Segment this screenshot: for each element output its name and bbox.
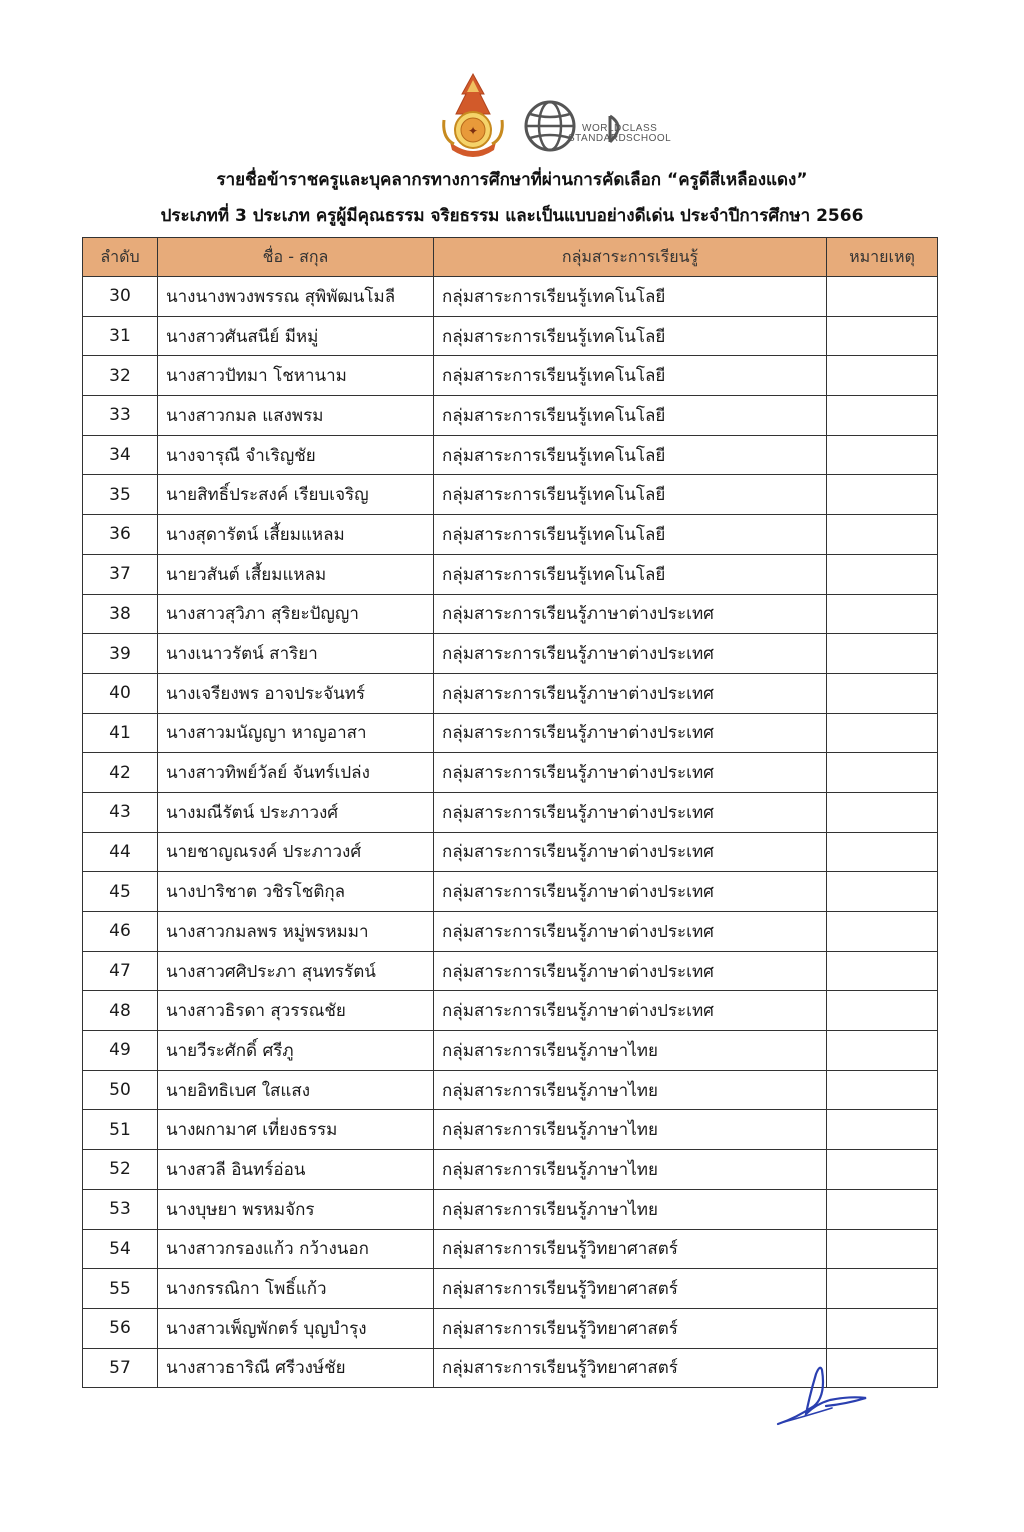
row-note [827,792,938,832]
row-note [827,594,938,634]
row-note [827,832,938,872]
table-row [83,634,938,674]
row-name: นางบุษยา พรหมจักร [158,1189,434,1229]
table-row [83,991,938,1031]
row-order: 43 [83,792,158,832]
row-department: กลุ่มสาระการเรียนรู้ภาษาต่างประเทศ [434,951,827,991]
row-order: 55 [83,1269,158,1309]
row-name: นางสุดารัตน์ เสี้ยมแหลม [158,515,434,555]
table-row [83,316,938,356]
row-name: นางผกามาศ เที่ยงธรรม [158,1110,434,1150]
world-class-logo-text: WORLD CLASS STANDARD SCHOOL [568,123,672,144]
row-department: กลุ่มสาระการเรียนรู้วิทยาศาสตร์ [434,1348,827,1388]
row-name: นางมณีรัตน์ ประภาวงศ์ [158,792,434,832]
row-department: กลุ่มสาระการเรียนรู้วิทยาศาสตร์ [434,1308,827,1348]
row-order: 40 [83,673,158,713]
row-order: 57 [83,1348,158,1388]
row-department: กลุ่มสาระการเรียนรู้ภาษาต่างประเทศ [434,912,827,952]
table-row [83,396,938,436]
row-name: นางสาวปัทมา โชหานาม [158,356,434,396]
row-department: กลุ่มสาระการเรียนรู้เทคโนโลยี [434,396,827,436]
row-note [827,356,938,396]
row-order: 33 [83,396,158,436]
row-order: 49 [83,1031,158,1071]
handwritten-signature [776,1360,876,1430]
table-row [83,515,938,555]
row-name: นางสาวทิพย์วัลย์ จันทร์เปล่ง [158,753,434,793]
table-header-row [83,238,938,277]
row-name: นางสาวเพ็ญพักตร์ บุญบำรุง [158,1308,434,1348]
row-note [827,912,938,952]
row-name: นายอิทธิเบศ ใสแสง [158,1070,434,1110]
row-order: 51 [83,1110,158,1150]
row-note [827,1269,938,1309]
table-row [83,753,938,793]
row-note [827,991,938,1031]
row-order: 30 [83,277,158,317]
row-name: นางนางพวงพรรณ สุพิพัฒนโมลี [158,277,434,317]
row-department: กลุ่มสาระการเรียนรู้เทคโนโลยี [434,435,827,475]
table-row [83,1269,938,1309]
row-order: 38 [83,594,158,634]
row-order: 56 [83,1308,158,1348]
table-row [83,356,938,396]
table-row [83,912,938,952]
row-order: 54 [83,1229,158,1269]
table-row [83,951,938,991]
table-row [83,792,938,832]
row-department: กลุ่มสาระการเรียนรู้ภาษาต่างประเทศ [434,673,827,713]
row-note [827,1070,938,1110]
row-note [827,1110,938,1150]
row-department: กลุ่มสาระการเรียนรู้ภาษาไทย [434,1189,827,1229]
school-seal-logo [438,72,508,162]
row-department: กลุ่มสาระการเรียนรู้ภาษาต่างประเทศ [434,832,827,872]
row-department: กลุ่มสาระการเรียนรู้วิทยาศาสตร์ [434,1229,827,1269]
row-note [827,1150,938,1190]
row-department: กลุ่มสาระการเรียนรู้ภาษาต่างประเทศ [434,991,827,1031]
row-department: กลุ่มสาระการเรียนรู้ภาษาไทย [434,1031,827,1071]
row-order: 35 [83,475,158,515]
row-order: 50 [83,1070,158,1110]
row-order: 34 [83,435,158,475]
table-row [83,872,938,912]
row-note [827,435,938,475]
row-department: กลุ่มสาระการเรียนรู้ภาษาต่างประเทศ [434,792,827,832]
row-note [827,1189,938,1229]
row-order: 53 [83,1189,158,1229]
row-note [827,396,938,436]
row-name: นางสาวกมล แสงพรม [158,396,434,436]
row-note [827,713,938,753]
row-order: 31 [83,316,158,356]
row-department: กลุ่มสาระการเรียนรู้เทคโนโลยี [434,316,827,356]
row-name: นายสิทธิ์ประสงค์ เรียบเจริญ [158,475,434,515]
column-header-note: หมายเหตุ [827,238,938,277]
row-note [827,515,938,555]
row-note [827,277,938,317]
row-department: กลุ่มสาระการเรียนรู้เทคโนโลยี [434,356,827,396]
row-order: 41 [83,713,158,753]
row-order: 42 [83,753,158,793]
row-name: นางจารุณี จำเริญชัย [158,435,434,475]
row-department: กลุ่มสาระการเรียนรู้ภาษาต่างประเทศ [434,872,827,912]
row-note [827,951,938,991]
row-department: กลุ่มสาระการเรียนรู้เทคโนโลยี [434,277,827,317]
row-name: นายวีระศักดิ์ ศรีภู [158,1031,434,1071]
column-header-name: ชื่อ - สกุล [158,238,434,277]
column-header-order: ลำดับ [83,238,158,277]
row-order: 45 [83,872,158,912]
row-department: กลุ่มสาระการเรียนรู้ภาษาต่างประเทศ [434,634,827,674]
row-order: 39 [83,634,158,674]
row-department: กลุ่มสาระการเรียนรู้ภาษาไทย [434,1110,827,1150]
table-row [83,1308,938,1348]
row-order: 48 [83,991,158,1031]
row-order: 52 [83,1150,158,1190]
row-note [827,316,938,356]
table-row [83,594,938,634]
table-row [83,1229,938,1269]
table-row [83,1189,938,1229]
row-name: นายชาญณรงค์ ประภาวงศ์ [158,832,434,872]
row-department: กลุ่มสาระการเรียนรู้เทคโนโลยี [434,515,827,555]
row-name: นายวสันต์ เสี้ยมแหลม [158,554,434,594]
table-row [83,673,938,713]
row-department: กลุ่มสาระการเรียนรู้ภาษาไทย [434,1070,827,1110]
row-order: 44 [83,832,158,872]
row-name: นางสาวธิรดา สุวรรณชัย [158,991,434,1031]
row-department: กลุ่มสาระการเรียนรู้วิทยาศาสตร์ [434,1269,827,1309]
row-department: กลุ่มสาระการเรียนรู้ภาษาไทย [434,1150,827,1190]
table-row [83,1070,938,1110]
row-order: 36 [83,515,158,555]
row-note [827,753,938,793]
row-order: 32 [83,356,158,396]
row-name: นางสาวศันสนีย์ มีหมู่ [158,316,434,356]
row-note [827,554,938,594]
row-order: 47 [83,951,158,991]
svg-text:✦: ✦ [467,124,479,138]
row-note [827,673,938,713]
row-name: นางสาวสุวิภา สุริยะปัญญา [158,594,434,634]
table-row [83,435,938,475]
row-name: นางสาวกมลพร หมู่พรหมมา [158,912,434,952]
row-department: กลุ่มสาระการเรียนรู้ภาษาต่างประเทศ [434,594,827,634]
column-header-department: กลุ่มสาระการเรียนรู้ [434,238,827,277]
table-row [83,713,938,753]
table-row [83,1031,938,1071]
row-department: กลุ่มสาระการเรียนรู้ภาษาต่างประเทศ [434,713,827,753]
row-department: กลุ่มสาระการเรียนรู้ภาษาต่างประเทศ [434,753,827,793]
row-name: นางกรรณิกา โพธิ์แก้ว [158,1269,434,1309]
row-order: 37 [83,554,158,594]
teacher-list-table [82,237,938,1388]
row-name: นางเจรียงพร อาจประจันทร์ [158,673,434,713]
row-note [827,872,938,912]
row-name: นางสาวกรองแก้ว กว้างนอก [158,1229,434,1269]
table-row [83,277,938,317]
row-note [827,1031,938,1071]
row-order: 46 [83,912,158,952]
logo-area [0,72,1024,164]
table-row [83,554,938,594]
row-name: นางสาวธาริณี ศรีวงษ์ชัย [158,1348,434,1388]
row-note [827,634,938,674]
row-name: นางปาริชาต วชิรโชติกุล [158,872,434,912]
row-name: นางสวลี อินทร์อ่อน [158,1150,434,1190]
page-title: รายชื่อข้าราชครูและบุคลากรทางการศึกษาที่ผ่านการคัดเลือก “ครูดีสีเหลืองแดง” [216,170,808,190]
row-note [827,475,938,515]
row-name: นางสาวมนัญญา หาญอาสา [158,713,434,753]
table-row [83,1150,938,1190]
row-note [827,1308,938,1348]
row-department: กลุ่มสาระการเรียนรู้เทคโนโลยี [434,554,827,594]
row-name: นางเนาวรัตน์ สาริยา [158,634,434,674]
table-row [83,832,938,872]
table-row [83,1110,938,1150]
row-name: นางสาวศศิประภา สุนทรรัตน์ [158,951,434,991]
row-note [827,1229,938,1269]
page-subtitle: ประเภทที่ 3 ประเภท ครูผู้มีคุณธรรม จริยธรรม และเป็นแบบอย่างดีเด่น ประจำปีการศึกษา 2566 [160,206,864,226]
row-department: กลุ่มสาระการเรียนรู้เทคโนโลยี [434,475,827,515]
table-row [83,475,938,515]
